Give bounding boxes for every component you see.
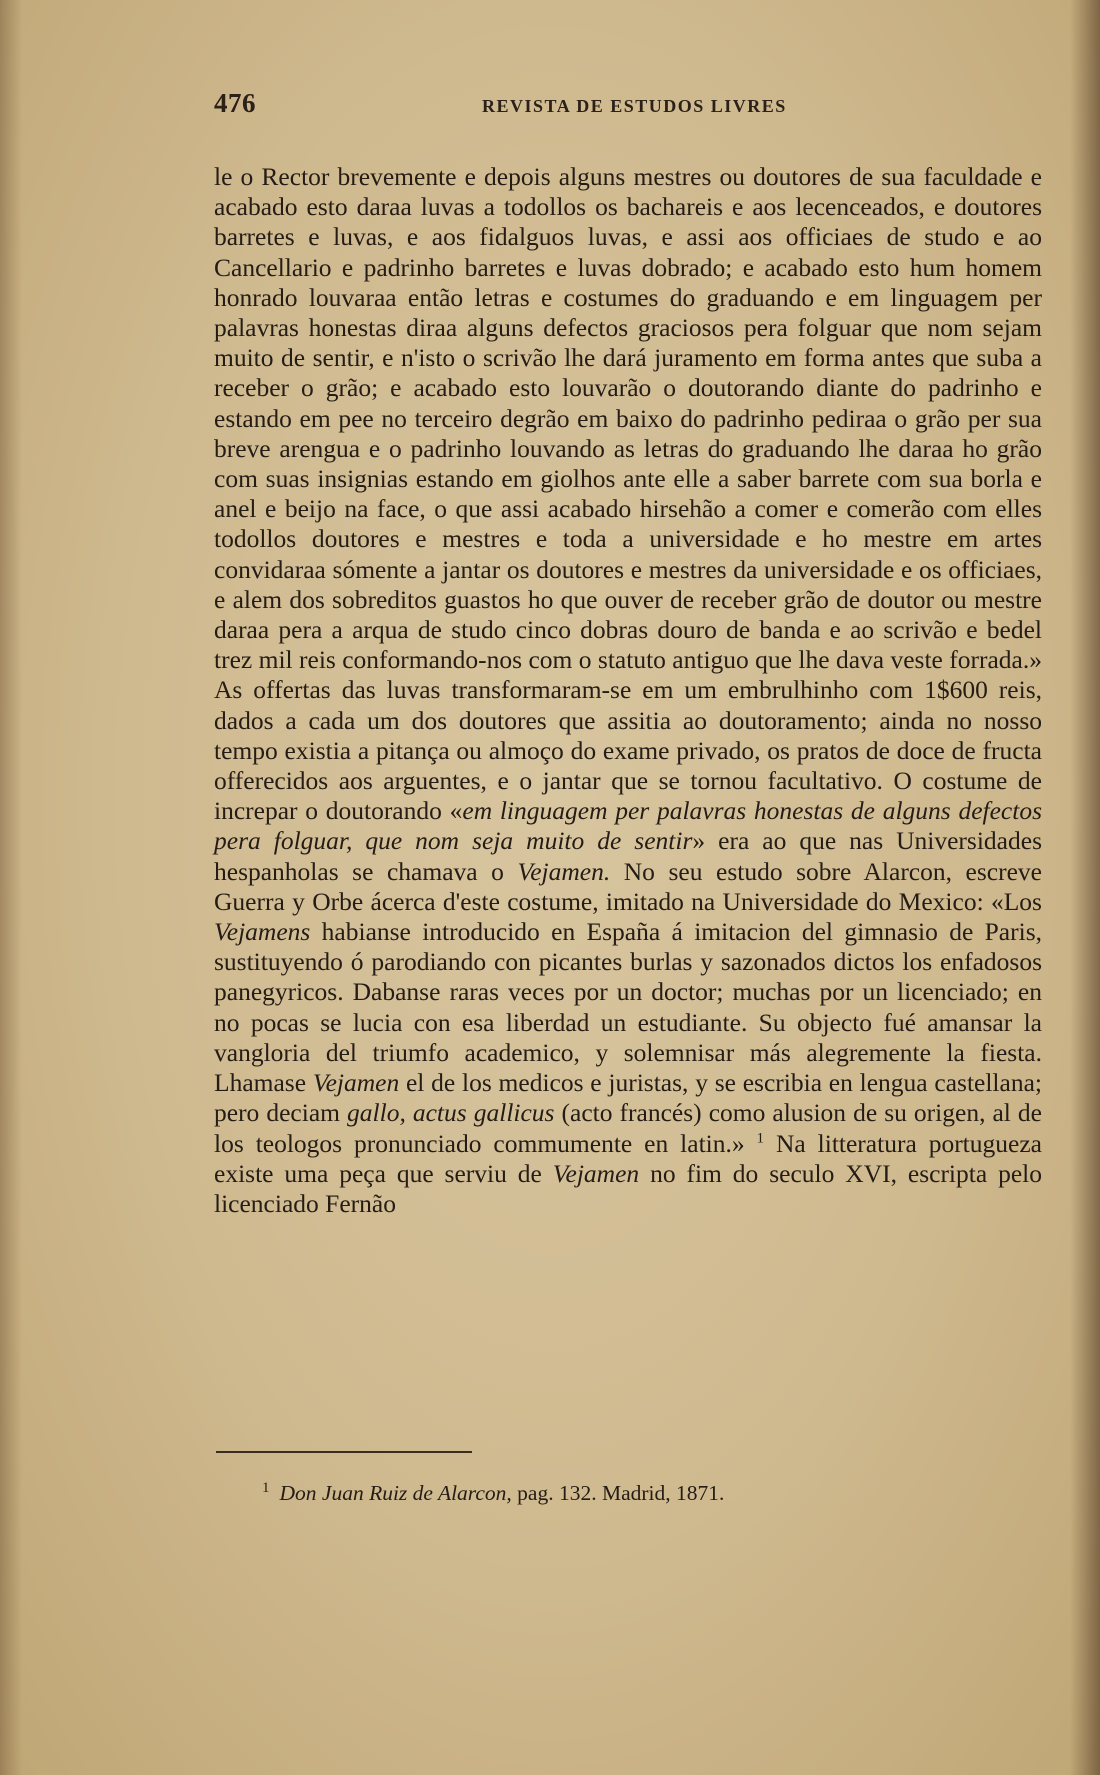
footnote-divider (216, 1451, 472, 1453)
body-text-part: Na litteratura portugueza existe uma peça que serviu de (214, 1128, 1042, 1188)
body-term-italic: Vejamen (552, 1158, 640, 1188)
footnote-reference[interactable]: 1 (756, 1130, 765, 1146)
page-number: 476 (214, 88, 256, 118)
body-text-part: le o Rector brevemente e depois alguns mestres ou doutores de sua faculdade e acabado esto daraa luvas a todollos os bachareis e aos lecenceados, e doutores barretes e luvas, e aos fidalguos luvas, e assi aos officiaes de studo e ao Cancellario e padrinho barretes e luvas dobrado; e acabado esto hum homem honrado louvaraa então letras e costumes do graduando e em linguagem per palavras honestas diraa alguns defectos graciosos pera folguar que nom sejam muito de sentir, e n'isto o scrivão lhe dará juramento em forma antes que suba a receber o grão; e acabado esto louvarão o doutorando diante do padrinho e estando em pee no terceiro degrão em baixo do padrinho pediraa o grão per sua breve arengua e o padrinho louvando as letras do graduando lhe daraa ho grão com suas insignias estando em giolhos ante elle a saber barrete com sua borla e anel e beijo na face, o que assi acabado hirsehão a comer e comerão com elles todollos doutores e mestres e toda a universidade e ho mestre em artes convidaraa sómente a jantar os doutores e mestres da universidade e os officiaes, e alem dos sobreditos guastos ho que ouver de receber grão de doutor ou mestre daraa pera a arqua de studo cinco dobras douro de banda e ao scrivão e bedel trez mil reis conformando-nos com o statuto antiguo que lhe dava veste forrada.» As offertas das luvas transformaram-se em um embrulhinho com 1$600 reis, dados a cada um dos doutores que assitia ao doutoramento; ainda no nosso tempo existia a pitança ou almoço do exame privado, os pratos de doce de fructa offerecidos aos arguentes, e o jantar que se tornou facultativo. O costume de increpar o doutorando « (214, 162, 1042, 826)
page-shadow-left (0, 0, 22, 1775)
body-term-italic: gallo, actus gallicus (347, 1098, 555, 1128)
footnote (262, 1475, 1042, 1506)
body-term-italic: Vejamen (312, 1068, 400, 1098)
footnote-title: Don Juan Ruiz de Alarcon, (279, 1481, 512, 1506)
footnote-mark: 1 (262, 1480, 270, 1496)
body-text-part: No seu estudo sobre Alarcon, escreve Guerra y Orbe ácerca d'este costume, imitado na Universidade do Mexico: «Los (214, 856, 1042, 916)
body-paragraph (214, 162, 1042, 1219)
footnote-citation: pag. 132. Madrid, 1871. (511, 1481, 725, 1506)
page-shadow-right (1070, 0, 1100, 1775)
body-text-part: habianse introducido en España á imitacion del gimnasio de Paris, sustituyendo ó parodiando con picantes burlas y sazonados dictos los enfadosos panegyricos. Dabanse raras veces por un doctor; muchas por un licenciado; en no pocas se lucia con esa liberdad un estudiante. Su objecto fué amansar la vangloria del triumfo academico, y solemnisar más alegremente la fiesta. Lhamase (214, 917, 1042, 1098)
body-quote-italic: em linguagem per palavras honestas de alguns defectos pera folguar, que nom seja muito de sentir (214, 796, 1042, 856)
running-header (214, 88, 1044, 128)
body-term-italic: Vejamen. (517, 856, 611, 886)
running-title: REVISTA DE ESTUDOS LIVRES (482, 96, 787, 116)
body-text-part: (acto francés) como alusion de su origen, al de los teologos pronunciado commumente en latin.» (214, 1098, 1043, 1158)
body-term-italic: Vejamens (214, 917, 311, 947)
body-text-part: » era ao que nas Universidades hespanholas se chamava o (214, 826, 1042, 886)
body-text-part: el de los medicos e juristas, y se escribia en lengua castellana; pero deciam (214, 1068, 1042, 1128)
body-text-part: no fim do seculo XVI, escripta pelo licenciado Fernão (214, 1158, 1042, 1218)
